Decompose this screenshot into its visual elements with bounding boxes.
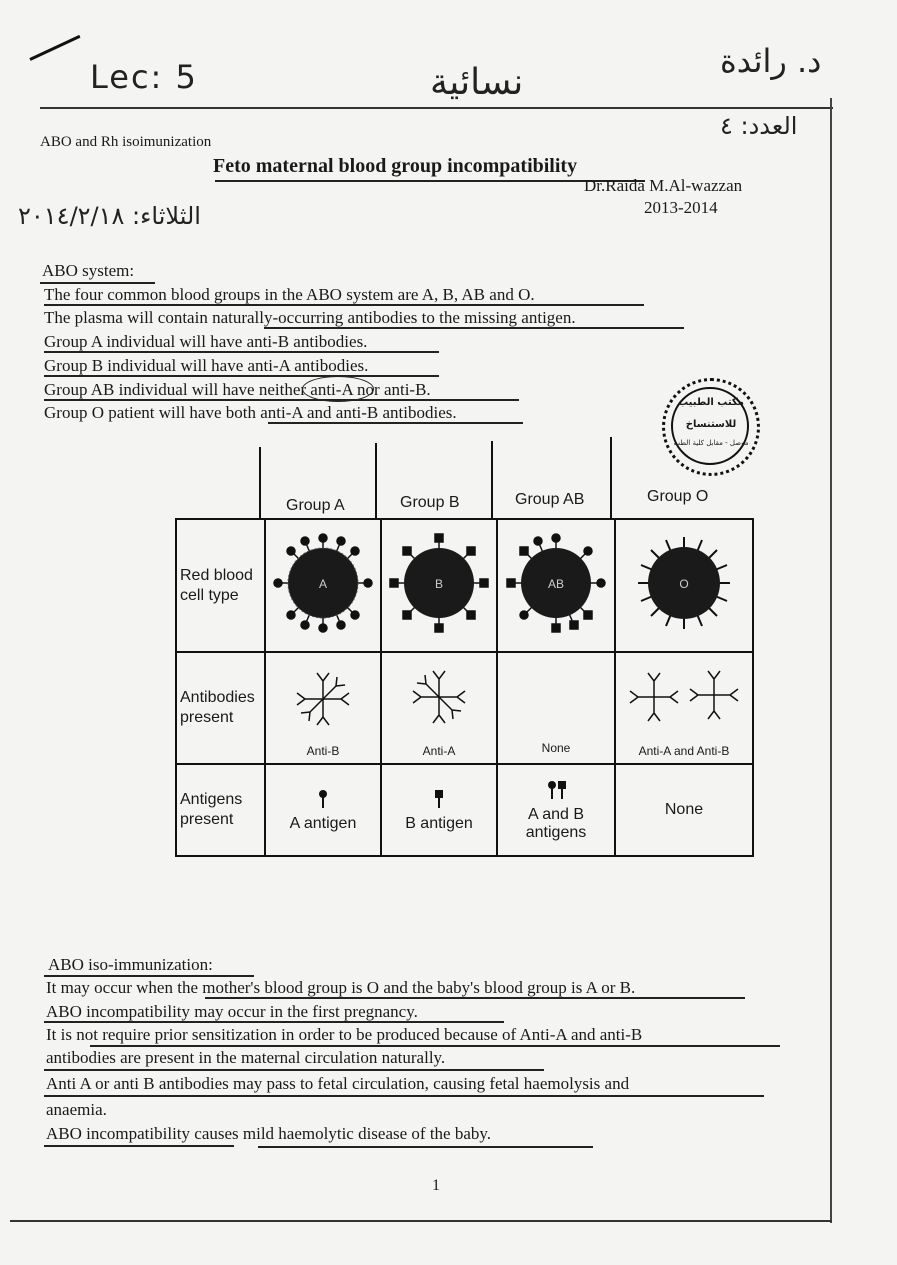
date-arabic: الثلاثاء: ٢٠١٤/٢/١٨: [18, 202, 201, 230]
red-blood-cell-ab-icon: [498, 520, 614, 646]
cell-letter-a: A: [318, 577, 328, 591]
cell-letter-o: O: [679, 577, 689, 591]
antibody-label-a: Anti-B: [306, 743, 340, 758]
iso-line-1: It may occur when the mother's blood group is O and the baby's blood group is A or B.: [46, 978, 636, 997]
iso-line-6: anaemia.: [46, 1100, 107, 1119]
rbc-cell-a: [265, 519, 381, 652]
antigen-label-b: B antigen: [405, 814, 473, 832]
a-antigen-icon: [266, 788, 380, 810]
abo-line-5: Group AB individual will have neither anti-A nor anti-B.: [44, 380, 431, 399]
iso-heading: ABO iso-immunization:: [48, 955, 213, 974]
page-border-top: [40, 107, 833, 109]
red-blood-cell-b-icon: [382, 520, 496, 646]
doctor-arabic: د. رائدة: [720, 42, 822, 80]
underline: [205, 997, 745, 999]
underline: [44, 351, 439, 353]
page-number: 1: [432, 1177, 440, 1194]
pen-stroke: [29, 35, 80, 61]
row-label-rbc: Red blood cell type: [176, 519, 265, 652]
stamp-text-middle: للاستنساخ: [685, 419, 737, 430]
underline: [268, 422, 523, 424]
antibody-label-b: Anti-A: [422, 743, 456, 758]
page-border-bottom: [10, 1220, 832, 1222]
rbc-cell-ab: [497, 519, 615, 652]
antibody-label-o: Anti-A and Anti-B: [638, 743, 730, 758]
antigen-cell-o: [615, 764, 753, 856]
column-divider: [259, 447, 261, 520]
underline: [44, 375, 439, 377]
abo-line-1: The four common blood groups in the ABO system are A, B, AB and O.: [44, 285, 535, 304]
topic-label: ABO and Rh isoimunization: [40, 134, 212, 150]
red-blood-cell-a-icon: [266, 520, 380, 646]
rbc-cell-b: [381, 519, 497, 652]
antigen-label-ab: A and B antigens: [525, 805, 587, 841]
b-antigen-icon: [382, 788, 496, 810]
antibody-cell-o: [615, 652, 753, 764]
column-header-group-o: Group O: [647, 488, 709, 505]
a-and-b-antigen-icon: [498, 779, 614, 801]
column-header-group-a: Group A: [286, 497, 345, 514]
abo-line-6: Group O patient will have both anti-A and anti-B antibodies.: [44, 403, 457, 422]
underline: [44, 1095, 764, 1097]
underline: [44, 1145, 234, 1147]
antigen-label-a: A antigen: [289, 814, 357, 832]
underline: [40, 282, 155, 284]
iso-line-4: antibodies are present in the maternal circulation naturally.: [46, 1048, 446, 1067]
title-underline: [215, 180, 645, 182]
subject-arabic: نسائية: [430, 62, 524, 103]
abo-line-2: The plasma will contain naturally-occurring antibodies to the missing antigen.: [44, 308, 576, 327]
underline: [44, 1069, 544, 1071]
column-header-group-b: Group B: [400, 494, 460, 511]
iso-line-7: ABO incompatibility causes mild haemolytic disease of the baby.: [46, 1124, 492, 1143]
lecture-label: Lec: 5: [90, 58, 198, 96]
iso-line-5: Anti A or anti B antibodies may pass to fetal circulation, causing fetal haemolysis and: [46, 1074, 630, 1093]
table-row: [176, 652, 753, 764]
antibody-cell-ab: [497, 652, 615, 764]
antigen-cell-b: [381, 764, 497, 856]
abo-line-4: Group B individual will have anti-A antibodies.: [44, 356, 369, 375]
author: Dr.Raida M.Al-wazzan: [584, 176, 743, 195]
page-border-right: [830, 98, 832, 1223]
row-label-antibodies: Antibodies present: [176, 652, 265, 764]
issue-number-arabic: العدد: ٤: [720, 112, 798, 140]
underline: [44, 975, 254, 977]
circle-annotation: [302, 376, 374, 402]
iso-line-2: ABO incompatibility may occur in the first pregnancy.: [46, 1002, 418, 1021]
underline: [258, 1146, 593, 1148]
antigen-label-o: None: [664, 801, 704, 818]
red-blood-cell-o-icon: [616, 520, 752, 646]
table-row: [176, 764, 753, 856]
anti-b-antibody-icon: [266, 659, 380, 739]
abo-line-3: Group A individual will have anti-B antibodies.: [44, 332, 368, 351]
antibody-cell-b: [381, 652, 497, 764]
antibody-label-ab: None: [541, 741, 571, 755]
column-divider: [375, 443, 377, 520]
page-title: Feto maternal blood group incompatibility: [213, 155, 578, 177]
cell-letter-b: B: [434, 577, 444, 591]
iso-line-3: It is not require prior sensitization in order to be produced because of Anti-A and anti-B: [46, 1025, 643, 1044]
abo-heading: ABO system:: [42, 261, 135, 280]
rbc-cell-o: [615, 519, 753, 652]
underline: [44, 1021, 504, 1023]
antibody-cell-a: [265, 652, 381, 764]
anti-a-and-anti-b-antibody-icon: [616, 659, 752, 739]
underline: [264, 327, 684, 329]
underline: [44, 304, 644, 306]
copy-shop-stamp: [662, 378, 760, 476]
row-label-antigens: Antigens present: [176, 764, 265, 856]
underline: [44, 399, 519, 401]
year: 2013-2014: [644, 198, 718, 217]
stamp-text-top: مكتب الطبيب: [678, 397, 744, 408]
cell-letter-ab: AB: [547, 577, 565, 591]
antigen-cell-ab: [497, 764, 615, 856]
column-divider: [491, 441, 493, 520]
stamp-text-bottom: موصل - مقابل كلية الطب: [673, 439, 749, 447]
anti-a-antibody-icon: [382, 659, 496, 739]
blood-group-table: [175, 518, 754, 857]
underline: [90, 1045, 780, 1047]
column-divider: [610, 437, 612, 520]
antigen-cell-a: [265, 764, 381, 856]
column-header-group-ab: Group AB: [515, 491, 585, 508]
table-row: [176, 519, 753, 652]
